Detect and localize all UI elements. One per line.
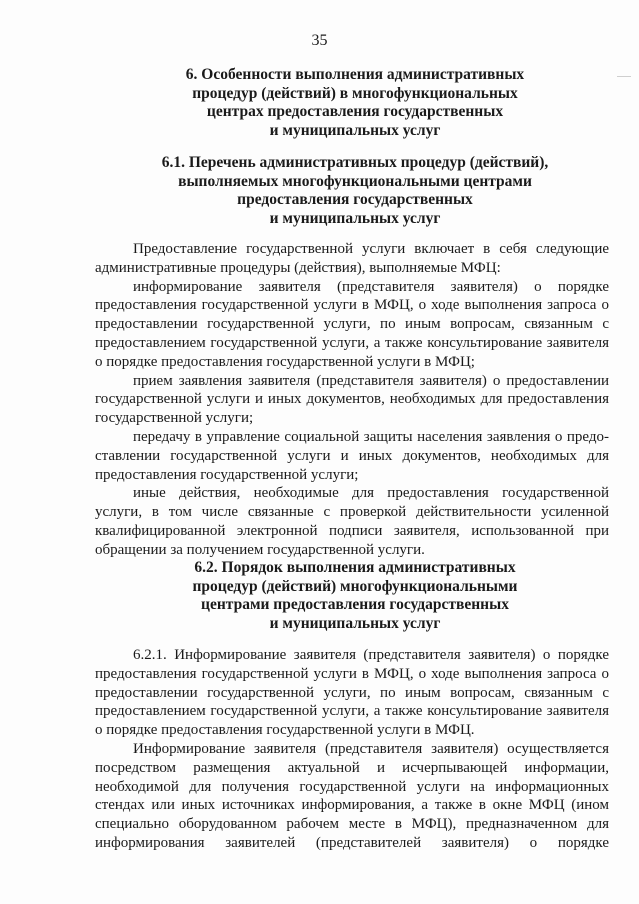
body-line: предоставления государственной услуги в МФЦ, о ходе выполнения запроса о bbox=[95, 665, 609, 682]
body-line: квалифицированной электронной подписи заявителя, использованной при bbox=[95, 522, 609, 539]
body-line: информирования заявителей (представителей заявителя) о порядке bbox=[95, 834, 609, 851]
body-line: посредством размещения актуальной и исчерпывающей информации, bbox=[95, 759, 609, 776]
heading-line: процедур (действий) многофункциональными bbox=[192, 577, 518, 595]
heading-line: 6.1. Перечень административных процедур (действий), bbox=[161, 154, 549, 171]
body-line: предоставлением государственной услуги, а также консультирование заявителя bbox=[95, 703, 609, 720]
body-line: специально оборудованном рабочем месте в МФЦ), предназначенном для bbox=[95, 816, 609, 833]
heading-line: центрах предоставления государственных bbox=[206, 103, 504, 120]
section-6-1-heading bbox=[95, 154, 615, 228]
body-line: предоставления государственной услуги; bbox=[95, 466, 359, 483]
body-line: Предоставление государственной услуги включает в себя следующие bbox=[133, 241, 609, 257]
body-line: прием заявления заявителя (представителя заявителя) о предоставлении bbox=[133, 372, 609, 389]
section-6-2-heading bbox=[95, 559, 615, 633]
heading-line: центрами предоставления государственных bbox=[201, 596, 509, 613]
body-line: информирование заявителя (представителя заявителя) о порядке bbox=[133, 278, 609, 295]
body-line: предоставлением государственной услуги, а также консультирование заявителя bbox=[95, 334, 609, 351]
body-line: государственной услуги и иных документов, необходимых для предоставления bbox=[95, 391, 609, 408]
body-line: необходимой для получения государственной услуги на информационных bbox=[95, 778, 609, 795]
section-6-1-body bbox=[95, 240, 609, 560]
section-6-heading bbox=[95, 66, 615, 140]
heading-line: 6. Особенности выполнения административных bbox=[185, 66, 525, 83]
body-line: обращении за получением государственной услуги. bbox=[95, 541, 425, 558]
heading-line: и муниципальных услуг bbox=[269, 614, 441, 632]
section-6-2-body bbox=[95, 646, 609, 853]
body-line: Информирование заявителя (представителя заявителя) осуществляется bbox=[133, 740, 609, 757]
body-line: услуги, в том числе связанные с проверкой действительности усиленной bbox=[95, 504, 609, 521]
heading-line: и муниципальных услуг bbox=[269, 209, 441, 227]
heading-line: выполняемых многофункциональными центрами bbox=[178, 172, 532, 190]
body-line: о порядке предоставления государственной услуги в МФЦ; bbox=[95, 353, 475, 370]
body-line: 6.2.1. Информирование заявителя (представителя заявителя) о порядке bbox=[133, 647, 609, 663]
heading-line: процедур (действий) в многофункциональных bbox=[192, 84, 518, 102]
scan-mark bbox=[617, 76, 631, 77]
heading-line: 6.2. Порядок выполнения административных bbox=[194, 559, 516, 576]
body-line: стендах или иных источниках информирования, а также в окне МФЦ (ином bbox=[95, 797, 609, 814]
body-line: о порядке предоставления государственной услуги в МФЦ. bbox=[95, 722, 475, 739]
heading-line: и муниципальных услуг bbox=[269, 121, 441, 139]
body-line: ставлении государственной услуги и иных документов, необходимых для bbox=[95, 447, 609, 464]
body-line: иные действия, необходимые для предоставления государственной bbox=[133, 485, 609, 502]
heading-line: предоставления государственных bbox=[237, 191, 473, 208]
page-number: 35 bbox=[311, 32, 328, 49]
body-line: административные процедуры (действия), выполняемые МФЦ: bbox=[95, 259, 501, 276]
body-line: государственной услуги; bbox=[95, 410, 254, 427]
body-line: предоставлении государственной услуги, по иным вопросам, связанным с bbox=[95, 684, 609, 701]
body-line: предоставления государственной услуги в МФЦ, о ходе выполнения запроса о bbox=[95, 297, 609, 314]
body-line: предоставлении государственной услуги, по иным вопросам, связанным с bbox=[95, 316, 609, 333]
body-line: передачу в управление социальной защиты населения заявления о предо- bbox=[133, 428, 609, 445]
